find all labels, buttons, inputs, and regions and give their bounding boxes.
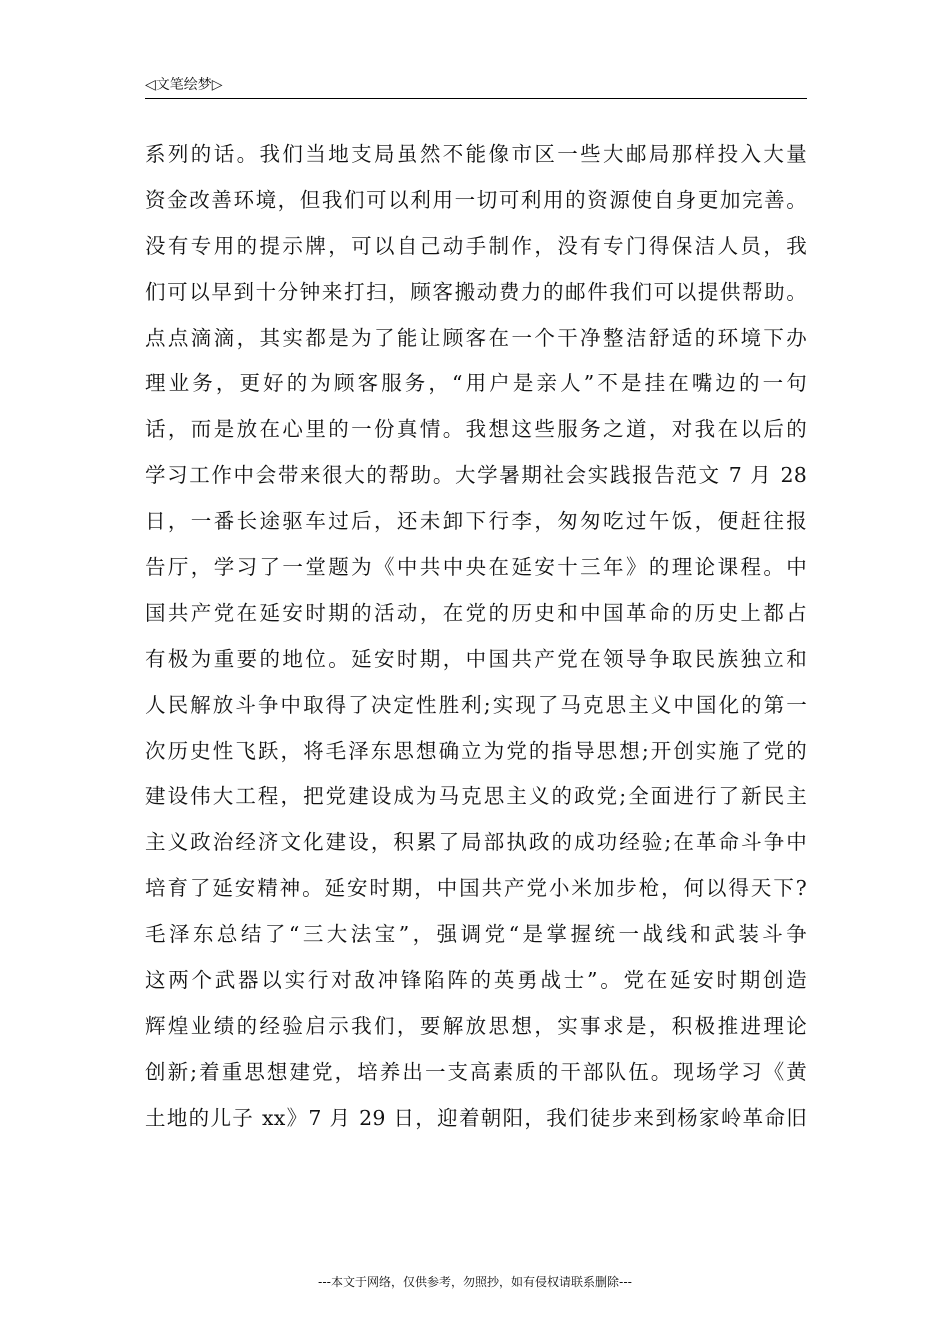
body-line: 次历史性飞跃，将毛泽东思想确立为党的指导思想;开创实施了党的: [145, 738, 807, 763]
body-line: 资金改善环境，但我们可以利用一切可利用的资源使自身更加完善。: [145, 187, 807, 212]
body-line: 点点滴滴，其实都是为了能让顾客在一个干净整洁舒适的环境下办: [145, 325, 807, 350]
body-line: 国共产党在延安时期的活动，在党的历史和中国革命的历史上都占: [145, 600, 807, 625]
body-line: 人民解放斗争中取得了决定性胜利;实现了马克思主义中国化的第一: [145, 692, 807, 717]
body-line: 们可以早到十分钟来打扫，顾客搬动费力的邮件我们可以提供帮助。: [145, 279, 807, 304]
body-text: [145, 132, 807, 1142]
body-line: 辉煌业绩的经验启示我们，要解放思想，实事求是，积极推进理论: [145, 1013, 807, 1038]
body-line: 学习工作中会带来很大的帮助。大学暑期社会实践报告范文 7 月 28: [145, 463, 807, 488]
page-header: [145, 76, 807, 99]
body-line: 没有专用的提示牌，可以自己动手制作，没有专门得保洁人员，我: [145, 233, 807, 258]
body-line: 日，一番长途驱车过后，还未卸下行李，匆匆吃过午饭，便赶往报: [145, 509, 807, 534]
body-line: 理业务，更好的为顾客服务，“用户是亲人”不是挂在嘴边的一句: [145, 371, 807, 396]
header-title: ◁文笔绘梦▷: [145, 77, 223, 93]
body-line: 话，而是放在心里的一份真情。我想这些服务之道，对我在以后的: [145, 417, 807, 442]
body-line: 系列的话。我们当地支局虽然不能像市区一些大邮局那样投入大量: [145, 142, 807, 166]
body-line: 这两个武器以实行对敌冲锋陷阵的英勇战士”。党在延安时期创造: [145, 968, 807, 993]
body-line: 主义政治经济文化建设，积累了局部执政的成功经验;在革命斗争中: [145, 830, 807, 855]
body-line: 告厅，学习了一堂题为《中共中央在延安十三年》的理论课程。中: [145, 555, 807, 580]
body-line: 培育了延安精神。延安时期，中国共产党小米加步枪，何以得天下?: [145, 876, 807, 901]
body-line: 有极为重要的地位。延安时期，中国共产党在领导争取民族独立和: [145, 646, 807, 671]
body-line: 建设伟大工程，把党建设成为马克思主义的政党;全面进行了新民主: [145, 784, 807, 809]
page-footer: ---本文于网络，仅供参考，勿照抄，如有侵权请联系删除---: [318, 1275, 632, 1289]
body-line: 毛泽东总结了“三大法宝”，强调党“是掌握统一战线和武装斗争: [145, 922, 807, 947]
body-line: 土地的儿子 xx》7 月 29 日，迎着朝阳，我们徒步来到杨家岭革命旧: [145, 1105, 807, 1130]
body-line: 创新;着重思想建党，培养出一支高素质的干部队伍。现场学习《黄: [145, 1059, 807, 1084]
